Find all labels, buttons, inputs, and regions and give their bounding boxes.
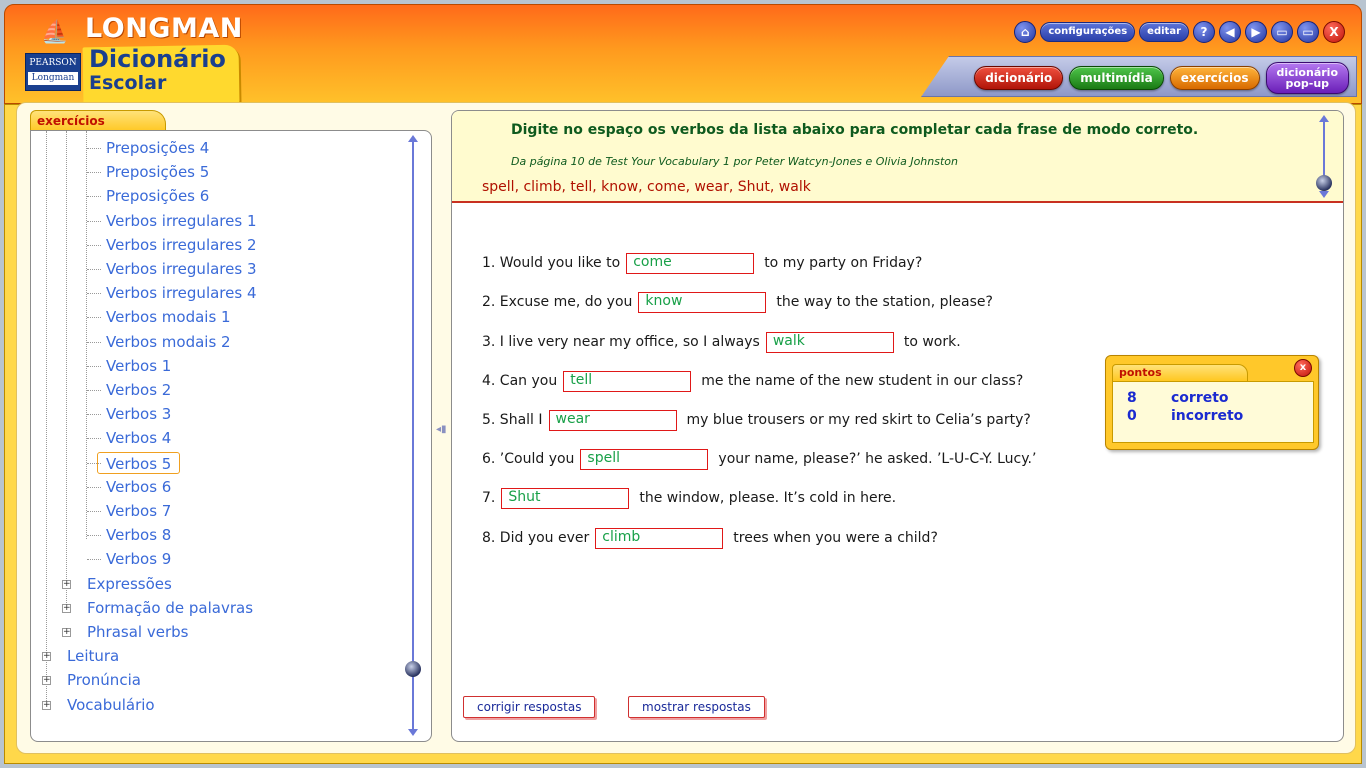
tree-item-exercise[interactable]: Preposições 4	[106, 139, 210, 157]
tree-item-section[interactable]: Vocabulário	[67, 695, 155, 714]
instr-scroll-thumb[interactable]	[1316, 175, 1332, 191]
scroll-down-icon[interactable]	[408, 729, 418, 736]
tree-connector	[87, 559, 101, 560]
question-text-after: to work.	[903, 334, 961, 350]
incorrect-row	[1127, 408, 1244, 424]
tree-item-exercise[interactable]: Verbos modais 2	[106, 332, 231, 351]
question-line	[482, 370, 1023, 392]
answer-input[interactable]: tell	[563, 371, 691, 392]
settings-button[interactable]: configurações	[1040, 22, 1135, 42]
edit-button[interactable]: editar	[1139, 22, 1189, 42]
tree-item-exercise[interactable]: Verbos 6	[106, 477, 172, 496]
popup-label-2: pop-up	[1285, 77, 1330, 90]
back-button[interactable]: ◀	[1219, 21, 1241, 43]
close-button[interactable]: X	[1323, 21, 1345, 43]
question-line	[482, 291, 993, 313]
tree-item-exercise[interactable]: Verbos 2	[106, 381, 172, 399]
scroll-up-icon[interactable]	[408, 135, 418, 142]
tree-item-exercise[interactable]: Preposições 5	[106, 163, 210, 182]
score-content	[1112, 381, 1314, 443]
question-text-before: 6. ’Could you	[482, 451, 575, 467]
tree-item-exercise[interactable]: Verbos 8	[106, 526, 172, 545]
tree-item-exercise[interactable]: Verbos irregulares 3	[106, 260, 257, 278]
tree-connector	[87, 196, 101, 197]
tree-item-exercise[interactable]: Verbos 1	[106, 356, 172, 375]
question-text-after: the way to the station, please?	[776, 294, 993, 310]
expand-icon[interactable]: +	[63, 578, 71, 589]
tree-view	[30, 130, 432, 742]
forward-button[interactable]: ▶	[1245, 21, 1267, 43]
longman-label: Longman	[28, 72, 78, 85]
tab-multimidia[interactable]: multimídia	[1069, 66, 1163, 90]
correct-label: correto	[1171, 390, 1229, 406]
question-line	[482, 487, 896, 509]
panel-splitter-icon[interactable]: ◂▮	[436, 424, 447, 435]
question-text-before: 8. Did you ever	[482, 530, 590, 546]
show-answers-button[interactable]: mostrar respostas	[628, 696, 765, 718]
tree-connector	[87, 390, 101, 391]
instr-scroll-down-icon[interactable]	[1319, 191, 1329, 198]
help-button[interactable]: ?	[1193, 21, 1215, 43]
maximize-button[interactable]: ▭	[1297, 21, 1319, 43]
word-list: spell, climb, tell, know, come, wear, Shut, walk	[482, 179, 811, 195]
panel-tab-label: exercícios	[30, 110, 166, 132]
check-answers-button[interactable]: corrigir respostas	[463, 696, 595, 718]
score-popup	[1105, 355, 1319, 450]
logo	[19, 13, 241, 101]
question-text-after: to my party on Friday?	[764, 255, 923, 271]
question-text-after: your name, please?’ he asked. ’L-U-C-Y. Lucy.’	[718, 451, 1037, 467]
tree-connector	[87, 535, 101, 536]
answer-input[interactable]: wear	[549, 410, 677, 431]
tree-guide	[46, 131, 47, 707]
tree-item-exercise[interactable]: Preposições 6	[106, 187, 210, 206]
expand-icon[interactable]: +	[63, 627, 71, 637]
answer-input[interactable]: climb	[595, 528, 723, 549]
tree-connector	[87, 221, 101, 222]
question-text-after: me the name of the new student in our class?	[701, 373, 1024, 389]
tree-item-exercise[interactable]: Verbos irregulares 1	[106, 211, 257, 230]
pearson-label: PEARSON	[29, 58, 77, 68]
question-text-after: my blue trousers or my red skirt to Celia’s party?	[686, 412, 1031, 428]
ship-icon: ⛵	[41, 20, 69, 45]
top-controls	[1014, 19, 1345, 45]
tree-connector	[87, 317, 101, 318]
home-button[interactable]: ⌂	[1014, 21, 1036, 43]
tree-connector	[87, 342, 101, 343]
question-line	[482, 448, 1036, 470]
tree-connector	[87, 511, 101, 512]
question-text-after: the window, please. It’s cold in here.	[639, 490, 897, 506]
pearson-logo	[25, 53, 81, 91]
tree-connector	[87, 438, 101, 439]
tree-item-exercise[interactable]: Verbos 3	[106, 405, 172, 424]
score-tab-label: pontos	[1112, 364, 1248, 382]
exercise-tree-panel	[30, 110, 432, 742]
tree-connector	[87, 414, 101, 415]
question-text-before: 7.	[482, 490, 496, 506]
brand-subtitle-2: Escolar	[89, 72, 167, 94]
incorrect-label: incorreto	[1171, 408, 1244, 424]
brand-title: LONGMAN	[85, 13, 243, 44]
expand-icon[interactable]: +	[43, 651, 51, 662]
tree-item-exercise[interactable]: Verbos irregulares 2	[106, 235, 257, 254]
question-text-before: 1. Would you like to	[482, 255, 621, 271]
expand-icon[interactable]: +	[43, 675, 51, 686]
question-text-before: 4. Can you	[482, 373, 558, 389]
instruction-box	[452, 111, 1344, 203]
popup-label-1: dicionário	[1276, 66, 1338, 79]
tree-item-exercise[interactable]: Verbos 7	[106, 502, 172, 520]
close-icon[interactable]: x	[1294, 359, 1312, 377]
brand-subtitle-1: Dicionário	[89, 45, 226, 73]
tree-guide	[66, 131, 67, 611]
tree-connector	[87, 245, 101, 246]
tree-item-exercise[interactable]: Verbos 9	[106, 550, 172, 569]
source-credit: Da página 10 de Test Your Vocabulary 1 por Peter Watcyn-Jones e Olivia Johnston	[511, 155, 958, 168]
header-bar	[4, 4, 1362, 104]
tree-connector	[87, 293, 101, 294]
question-line	[482, 409, 1031, 431]
tab-dicionario[interactable]: dicionário	[974, 66, 1063, 90]
tree-item-exercise[interactable]: Verbos irregulares 4	[106, 284, 257, 303]
tab-exercicios[interactable]: exercícios	[1170, 66, 1260, 90]
correct-count: 8	[1127, 390, 1137, 406]
answer-input[interactable]: know	[638, 292, 766, 313]
question-line	[482, 331, 961, 353]
tree-item-exercise[interactable]: Verbos 4	[106, 429, 172, 448]
tree-connector	[87, 148, 101, 149]
tree-item-exercise[interactable]: Verbos 5	[97, 452, 180, 474]
restore-button[interactable]: ▭	[1271, 21, 1293, 43]
expand-icon[interactable]: +	[63, 602, 71, 613]
expand-icon[interactable]: +	[43, 699, 51, 710]
tree-connector	[87, 172, 101, 173]
tree-item-section[interactable]: Pronúncia	[67, 671, 141, 690]
incorrect-count: 0	[1127, 408, 1137, 424]
answer-input[interactable]: spell	[580, 449, 708, 470]
question-text-before: 3. I live very near my office, so I always	[482, 334, 760, 350]
tree-connector	[87, 269, 101, 270]
main-nav	[974, 61, 1349, 95]
correct-row	[1127, 390, 1229, 406]
scroll-thumb[interactable]	[405, 661, 421, 677]
tree-scrollbar[interactable]	[412, 141, 414, 733]
question-text-before: 2. Excuse me, do you	[482, 294, 633, 310]
tree-item-group[interactable]: Expressões	[87, 574, 172, 593]
answer-input[interactable]: come	[626, 253, 754, 274]
tree-connector	[87, 487, 101, 488]
question-line	[482, 527, 938, 549]
tree-item-exercise[interactable]: Verbos modais 1	[106, 308, 231, 327]
answer-input[interactable]: walk	[766, 332, 894, 353]
tree-item-group[interactable]: Phrasal verbs	[87, 623, 189, 641]
tree-item-section[interactable]: Leitura	[67, 647, 120, 666]
tree-connector	[87, 366, 101, 367]
instruction-text: Digite no espaço os verbos da lista abaixo para completar cada frase de modo correto.	[511, 122, 1199, 138]
question-text-after: trees when you were a child?	[733, 530, 938, 546]
question-line	[482, 252, 922, 274]
tree-guide	[86, 131, 87, 539]
tab-dicionario-popup[interactable]	[1266, 62, 1350, 94]
answer-input[interactable]: Shut	[501, 488, 629, 509]
tree-item-group[interactable]: Formação de palavras	[87, 598, 254, 617]
question-text-before: 5. Shall I	[482, 412, 543, 428]
